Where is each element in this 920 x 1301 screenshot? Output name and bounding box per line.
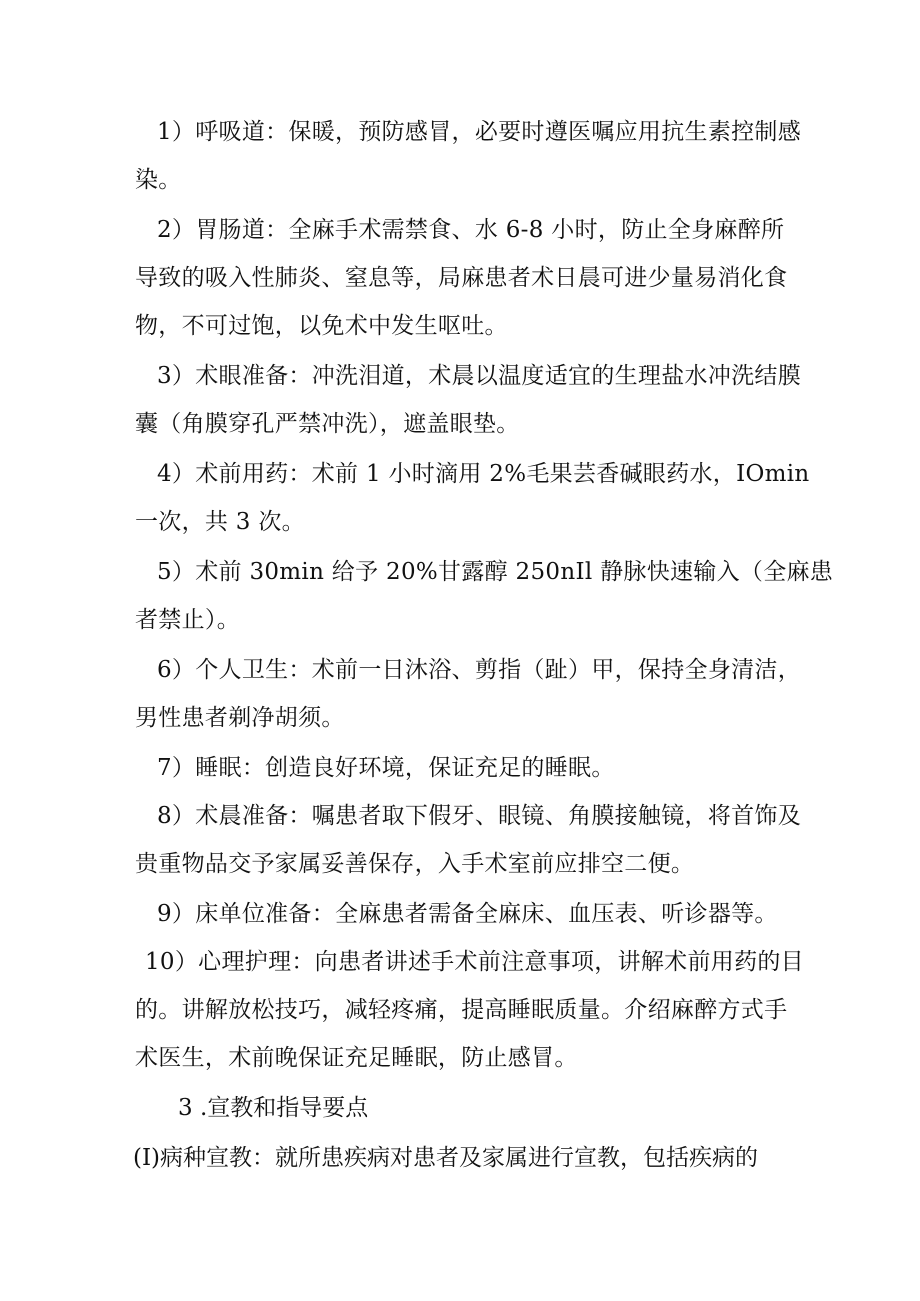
- item-8-line-2: 贵重物品交予家属妥善保存，入手术室前应排空二便。: [135, 851, 695, 877]
- item-6: [135, 646, 802, 742]
- item-3-line-1: 3）术眼准备：冲洗泪道，术晨以温度适宜的生理盐水冲洗结膜: [157, 363, 802, 389]
- item-2-line-3: 物，不可过饱，以免术中发生呕吐。: [135, 313, 508, 339]
- item-8: [135, 792, 802, 888]
- item-5: [135, 548, 834, 644]
- item-5-line-2: 者禁止）。: [135, 607, 240, 633]
- item-1-line-1: 1）呼吸道：保暖，预防感冒，必要时遵医嘱应用抗生素控制感: [157, 119, 802, 145]
- item-10-line-3: 术医生，术前晚保证充足睡眠，防止感冒。: [135, 1045, 578, 1071]
- item-4: [135, 450, 810, 546]
- item-10-line-2: 的。讲解放松技巧，减轻疼痛，提高睡眠质量。介绍麻醉方式手: [135, 997, 788, 1023]
- item-7-line-1: 7）睡眠：创造良好环境，保证充足的睡眠。: [157, 755, 615, 781]
- item-10-line-1: 10）心理护理：向患者讲述手术前注意事项，讲解术前用药的目: [145, 949, 804, 975]
- item-2-line-1: 2）胃肠道：全麻手术需禁食、水 6-8 小时，防止全身麻醉所: [157, 217, 785, 243]
- item-2: [135, 206, 795, 350]
- item-10: [135, 938, 804, 1082]
- item-6-line-1: 6）个人卫生：术前一日沐浴、剪指（趾）甲，保持全身清洁，: [157, 657, 802, 683]
- section-heading: 3 .宣教和指导要点: [178, 1095, 369, 1121]
- item-6-line-2: 男性患者剃净胡须。: [135, 705, 345, 731]
- item-9: [135, 890, 795, 938]
- item-1-line-2: 染。: [135, 167, 182, 193]
- item-7: [135, 744, 795, 792]
- item-8-line-1: 8）术晨准备：嘱患者取下假牙、眼镜、角膜接触镜，将首饰及: [157, 803, 802, 829]
- item-1: [135, 108, 802, 204]
- item-4-line-2: 一次，共 3 次。: [135, 509, 305, 535]
- item-4-line-1: 4）术前用药：术前 1 小时滴用 2%毛果芸香碱眼药水，IOmin: [157, 461, 810, 487]
- item-5-line-1: 5）术前 30min 给予 20%甘露醇 250nIl 静脉快速输入（全麻患: [157, 559, 834, 585]
- section-first-line: (I)病种宣教：就所患疾病对患者及家属进行宣教，包括疾病的: [133, 1145, 759, 1171]
- item-3-line-2: 囊（角膜穿孔严禁冲洗），遮盖眼垫。: [135, 411, 520, 437]
- item-2-line-2: 导致的吸入性肺炎、窒息等，局麻患者术日晨可进少量易消化食: [135, 265, 788, 291]
- item-9-line-1: 9）床单位准备：全麻患者需备全麻床、血压表、听诊器等。: [157, 901, 778, 927]
- item-3: [135, 352, 802, 448]
